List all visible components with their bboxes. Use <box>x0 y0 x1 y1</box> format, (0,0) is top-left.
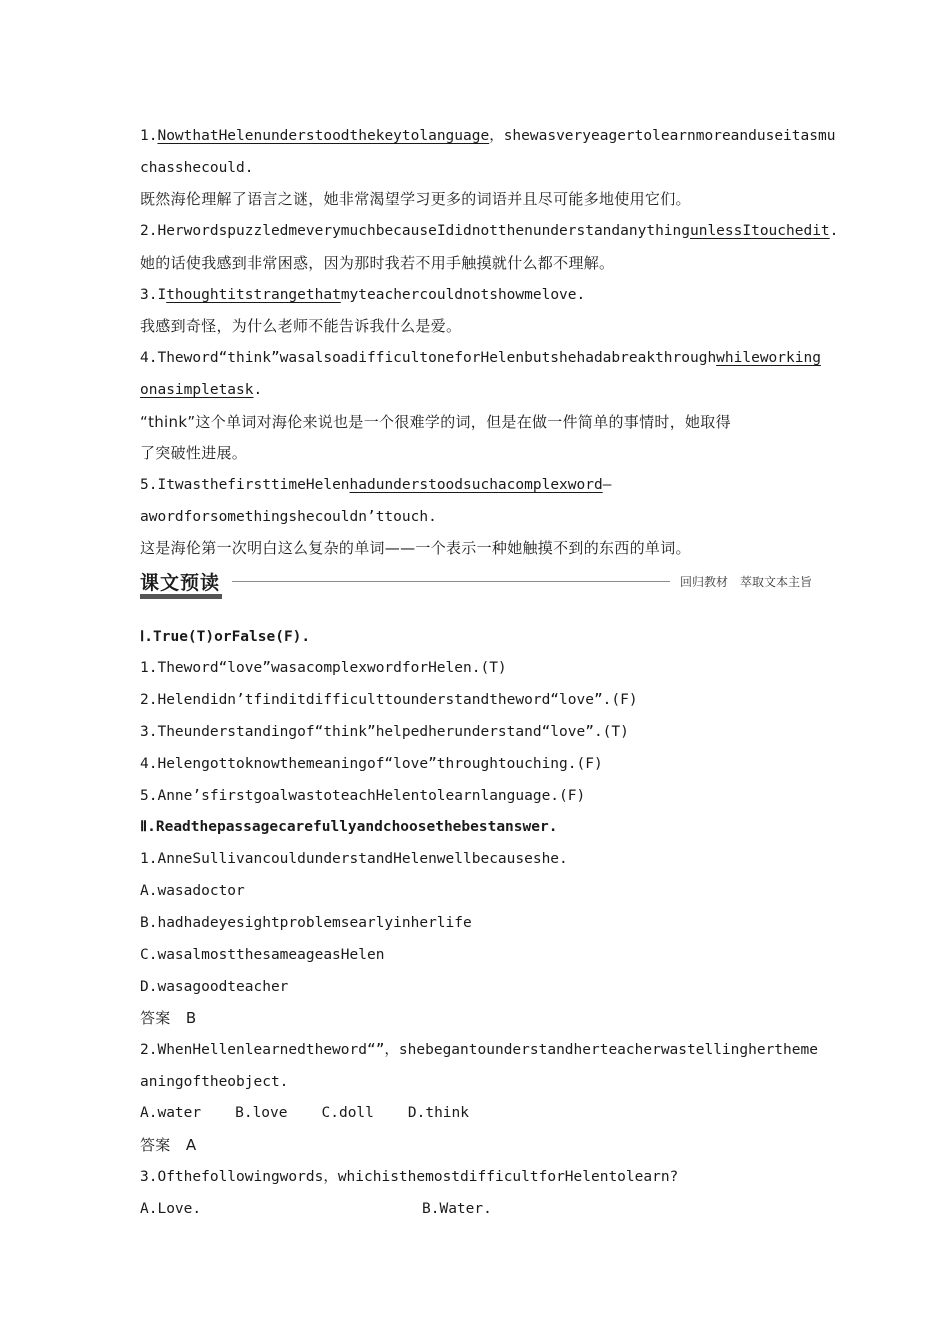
sentence-2-translation: 她的话使我感到非常困惑，因为那时我若不用手触摸就什么都不理解。 <box>140 254 615 272</box>
question-2-option-b: B.love <box>235 1105 288 1121</box>
sentence-4-translation-line2: 了突破性进展。 <box>140 444 248 462</box>
sentence-5-en-line1: 5.ItwasthefirsttimeHelenhadunderstoodsuchacomplexword— <box>140 477 612 493</box>
section-title-bar <box>140 594 222 599</box>
sentence-5-en-line2: awordforsomethingshecouldn’ttouch. <box>140 509 437 525</box>
tf-item-2: 2.Helendidn’tfinditdifficulttounderstandtheword“love”.(F) <box>140 692 638 708</box>
question-2-stem-line1: 2.WhenHellenlearnedtheword“”，shebegantounderstandherteacherwastellinghertheme <box>140 1042 818 1058</box>
question-2-option-a: A.water <box>140 1105 202 1121</box>
question-1-option-c: C.wasalmostthesameageasHelen <box>140 947 385 963</box>
question-1-option-d: D.wasagoodteacher <box>140 979 289 995</box>
question-3-stem: 3.Ofthefollowingwords，whichisthemostdifficultforHelentolearn? <box>140 1169 679 1185</box>
part-2-heading: Ⅱ.Readthepassagecarefullyandchoosethebestanswer. <box>140 819 558 835</box>
key-phrase: unlessItouchedit <box>689 223 830 239</box>
sentence-1-en-line1: 1.NowthatHelenunderstoodthekeytolanguage，shewasveryeagertolearnmoreanduseitasmu <box>140 128 836 144</box>
question-2-options <box>140 1103 812 1123</box>
question-1-stem: 1.AnneSullivancouldunderstandHelenwellbecauseshe. <box>140 851 568 867</box>
sentence-5-translation: 这是海伦第一次明白这么复杂的单词——一个表示一种她触摸不到的东西的单词。 <box>140 539 691 557</box>
tf-item-3: 3.Theunderstandingof“think”helpedherunderstand“love”.(T) <box>140 724 629 740</box>
question-1-option-b: B.hadhadeyesightproblemsearlyinherlife <box>140 915 472 931</box>
question-2-stem-line2: aningoftheobject. <box>140 1074 289 1090</box>
section-title: 课文预读 <box>140 572 221 594</box>
key-phrase: NowthatHelenunderstoodthekeytolanguage <box>157 128 490 144</box>
sentence-4-en-line1: 4.Theword“think”wasalsoadifficultoneforHelenbutshehadabreakthroughwhileworking <box>140 350 821 366</box>
key-phrase: hadunderstoodsuchacomplexword <box>349 477 603 493</box>
sentence-2-en: 2.HerwordspuzzledmeverymuchbecauseIdidnotthenunderstandanythingunlessItouchedit. <box>140 223 839 239</box>
sentence-4-en-line2: onasimpletask. <box>140 382 263 398</box>
key-phrase: thoughtitstrangethat <box>166 287 341 303</box>
question-2-option-d: D.think <box>407 1105 469 1121</box>
sentence-3-translation: 我感到奇怪，为什么老师不能告诉我什么是爱。 <box>140 317 462 335</box>
key-phrase: whileworking <box>716 350 821 366</box>
tf-item-5: 5.Anne’sfirstgoalwastoteachHelentolearnlanguage.(F) <box>140 788 586 804</box>
key-phrase: onasimpletask <box>140 382 254 398</box>
question-2-answer: 答案 A <box>140 1136 197 1154</box>
sentence-3-en: 3.Ithoughtitstrangethatmyteachercouldnotshowmelove. <box>140 287 586 303</box>
sentence-1-translation: 既然海伦理解了语言之谜，她非常渴望学习更多的词语并且尽可能多地使用它们。 <box>140 190 691 208</box>
tf-item-4: 4.Helengottoknowthemeaningof“love”throughtouching.(F) <box>140 756 603 772</box>
tf-item-1: 1.Theword“love”wasacomplexwordforHelen.(T) <box>140 660 507 676</box>
question-1-option-a: A.wasadoctor <box>140 883 245 899</box>
sentence-4-translation-line1: “think”这个单词对海伦来说也是一个很难学的词，但是在做一件简单的事情时，她取得 <box>140 413 731 431</box>
sentence-1-en-line2: chasshecould. <box>140 160 254 176</box>
section-tagline: 回归教材 萃取文本主旨 <box>679 575 812 589</box>
section-divider <box>232 581 670 582</box>
section-header <box>140 566 812 602</box>
question-3-option-b: B.Water. <box>422 1201 492 1217</box>
question-2-option-c: C.doll <box>321 1105 374 1121</box>
part-1-heading: Ⅰ.True(T)orFalse(F). <box>140 629 311 645</box>
question-1-answer: 答案 B <box>140 1009 197 1027</box>
question-3-option-a: A.Love. <box>140 1201 202 1217</box>
